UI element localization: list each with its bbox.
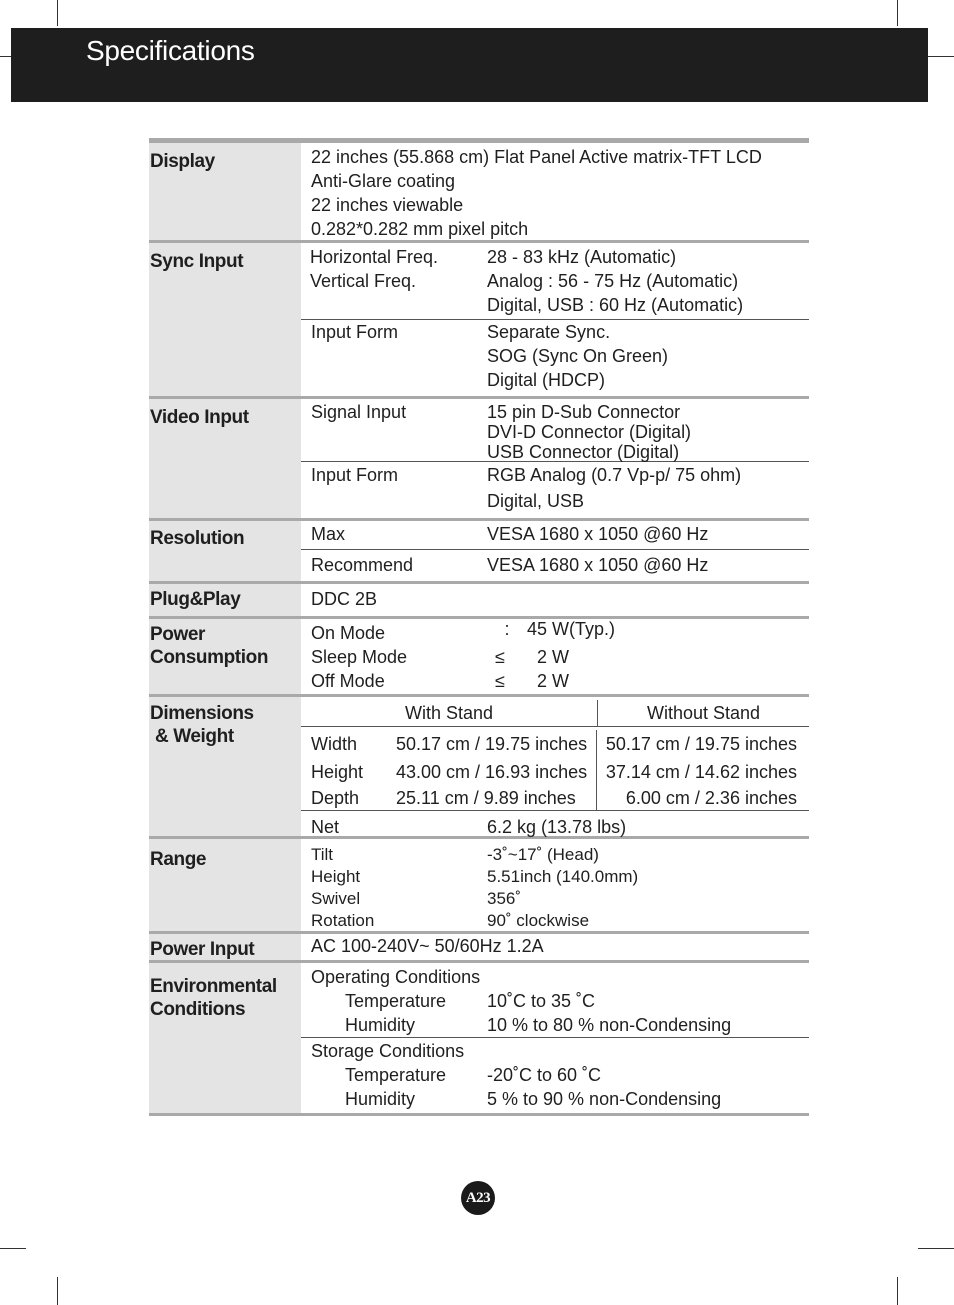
crop-mark xyxy=(0,56,11,57)
crop-mark xyxy=(897,0,898,26)
spec-value: SOG (Sync On Green) xyxy=(487,346,669,366)
display-line: 0.282*0.282 mm pixel pitch xyxy=(311,219,529,239)
spec-value: Separate Sync. xyxy=(487,322,611,342)
spec-value: 43.00 cm / 16.93 inches xyxy=(396,758,597,786)
spec-value: 5.51inch (140.0mm) xyxy=(487,867,639,886)
spec-row-resolution xyxy=(149,521,809,584)
row-label: Resolution xyxy=(149,521,301,581)
row-label: & Weight xyxy=(155,726,234,747)
table-row xyxy=(301,786,809,810)
spec-name: Off Mode xyxy=(311,671,385,691)
page-title: Specifications xyxy=(86,35,255,66)
spec-value: DVI-D Connector (Digital) xyxy=(487,422,692,442)
spec-value: 37.14 cm / 14.62 inches xyxy=(605,762,797,782)
spec-value: 50.17 cm / 19.75 inches xyxy=(396,730,597,758)
spec-name: Depth xyxy=(311,788,360,808)
section-heading: Operating Conditions xyxy=(311,967,481,987)
spec-row-video-input xyxy=(149,399,809,521)
spec-row-power-consumption xyxy=(149,619,809,697)
spec-name: Temperature xyxy=(345,1065,447,1085)
display-line: 22 inches viewable xyxy=(311,195,464,215)
spec-value: Digital, USB : 60 Hz (Automatic) xyxy=(487,295,744,315)
spec-value: 10 % to 80 % non-Condensing xyxy=(487,1015,732,1035)
spec-name: Width xyxy=(311,734,358,754)
row-label: Environmental xyxy=(150,976,277,997)
row-label: Range xyxy=(149,839,301,931)
page-number-badge: A23 xyxy=(461,1181,495,1215)
row-label: Power Input xyxy=(149,934,301,960)
column-header-with-stand: With Stand xyxy=(301,700,598,726)
crop-mark xyxy=(57,1277,58,1305)
spec-name: Rotation xyxy=(311,911,375,930)
spec-name: Height xyxy=(311,867,361,886)
display-line: 22 inches (55.868 cm) Flat Panel Active matrix-TFT LCD xyxy=(311,147,762,167)
spec-value: 2 W xyxy=(537,671,570,691)
spec-name: Humidity xyxy=(345,1015,416,1035)
spec-value: -20˚C to 60 ˚C xyxy=(487,1065,602,1085)
spec-name: Swivel xyxy=(311,889,361,908)
spec-value: Digital, USB xyxy=(487,491,585,511)
spec-name: Max xyxy=(311,524,346,544)
spec-value: Analog : 56 - 75 Hz (Automatic) xyxy=(487,271,739,291)
spec-value: 90˚ clockwise xyxy=(487,911,590,930)
spec-value: 356˚ xyxy=(487,889,522,908)
spec-name: Height xyxy=(311,762,364,782)
row-label: Plug&Play xyxy=(149,584,301,616)
row-label: Power xyxy=(150,624,206,645)
spec-name: Temperature xyxy=(345,991,447,1011)
spec-value: 6.2 kg (13.78 lbs) xyxy=(487,817,627,837)
spec-row-plug-and-play xyxy=(149,584,809,619)
spec-value: 6.00 cm / 2.36 inches xyxy=(625,788,797,808)
spec-value: RGB Analog (0.7 Vp-p/ 75 ohm) xyxy=(487,465,742,485)
spec-value: VESA 1680 x 1050 @60 Hz xyxy=(487,555,709,575)
spec-name: Signal Input xyxy=(311,402,407,422)
spec-value: DDC 2B xyxy=(311,589,378,609)
crop-mark xyxy=(0,1248,26,1249)
spec-symbol: ≤ xyxy=(495,671,505,691)
crop-mark xyxy=(918,1248,954,1249)
spec-value: USB Connector (Digital) xyxy=(487,442,680,462)
spec-row-power-input xyxy=(149,934,809,963)
spec-value: -3˚~17˚ (Head) xyxy=(487,845,599,864)
display-line: Anti-Glare coating xyxy=(311,171,456,191)
crop-mark xyxy=(928,56,954,57)
spec-name: Input Form xyxy=(311,322,399,342)
table-row xyxy=(301,810,809,841)
row-label: Consumption xyxy=(150,647,269,668)
spec-row-sync-input xyxy=(149,243,809,399)
spec-value: 50.17 cm / 19.75 inches xyxy=(605,734,797,754)
row-label: Dimensions xyxy=(150,703,254,724)
spec-name: Tilt xyxy=(311,845,334,864)
table-row xyxy=(301,727,809,758)
row-label: Sync Input xyxy=(149,243,301,396)
spec-value: 5 % to 90 % non-Condensing xyxy=(487,1089,722,1109)
spec-symbol: : xyxy=(504,619,510,639)
spec-name: Input Form xyxy=(311,465,399,485)
spec-value: 2 W xyxy=(537,647,570,667)
spec-value: 28 - 83 kHz (Automatic) xyxy=(487,247,677,267)
spec-name: Recommend xyxy=(311,555,414,575)
spec-table xyxy=(149,138,809,1116)
spec-value: 25.11 cm / 9.89 inches xyxy=(396,786,597,810)
spec-row-dimensions xyxy=(149,697,809,839)
spec-name: Humidity xyxy=(345,1089,416,1109)
spec-value: VESA 1680 x 1050 @60 Hz xyxy=(487,524,709,544)
spec-value: 10˚C to 35 ˚C xyxy=(487,991,596,1011)
section-heading: Storage Conditions xyxy=(311,1041,465,1061)
crop-mark xyxy=(897,1277,898,1305)
spec-value: AC 100-240V~ 50/60Hz 1.2A xyxy=(311,936,544,956)
spec-row-environmental xyxy=(149,963,809,1116)
row-label: Conditions xyxy=(150,999,246,1020)
spec-row-display xyxy=(149,138,809,243)
spec-name: Vertical Freq. xyxy=(310,271,417,291)
crop-mark xyxy=(57,0,58,26)
spec-name: Sleep Mode xyxy=(311,647,408,667)
spec-row-range xyxy=(149,839,809,934)
spec-value: 45 W(Typ.) xyxy=(527,619,616,639)
row-label: Video Input xyxy=(149,399,301,518)
spec-name: Net xyxy=(311,817,340,837)
table-row xyxy=(301,758,809,786)
spec-value: 15 pin D-Sub Connector xyxy=(487,402,681,422)
spec-name: On Mode xyxy=(311,623,386,643)
spec-value: Digital (HDCP) xyxy=(487,370,606,390)
spec-name: Horizontal Freq. xyxy=(310,247,439,267)
spec-symbol: ≤ xyxy=(495,647,505,667)
column-header-without-stand: Without Stand xyxy=(646,703,761,723)
row-label: Display xyxy=(149,143,301,240)
